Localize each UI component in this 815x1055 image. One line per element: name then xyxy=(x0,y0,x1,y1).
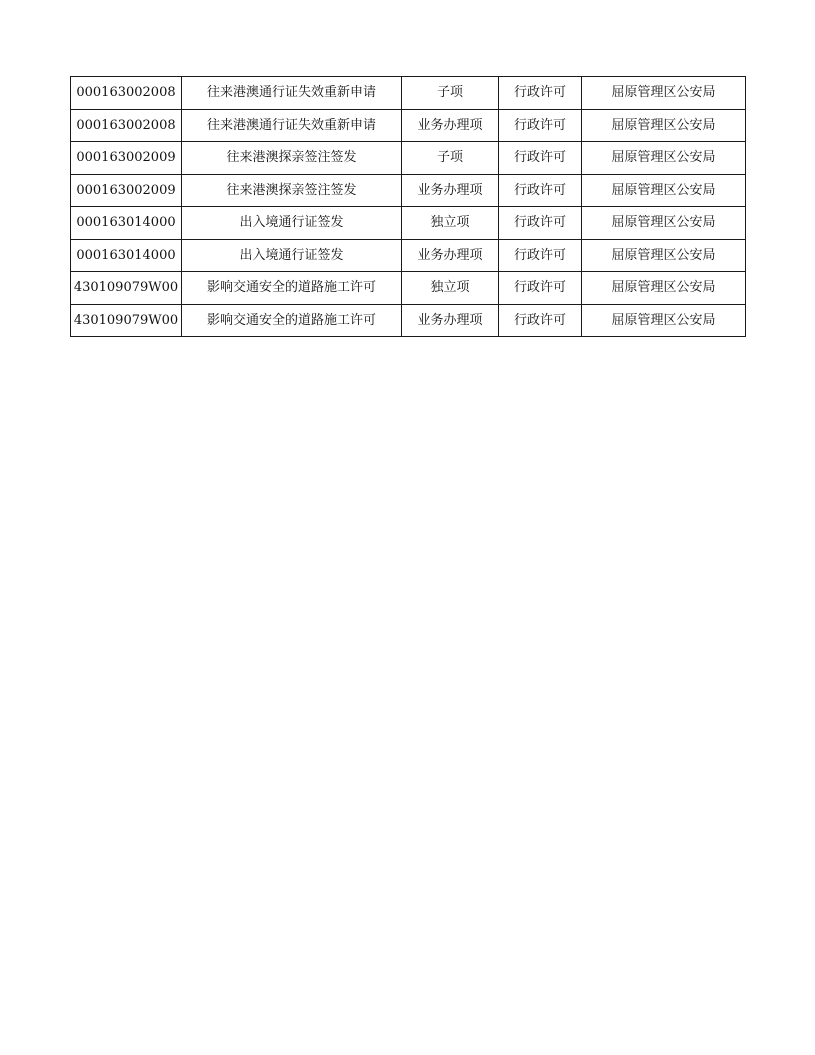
item-code-cell: 000163014000 xyxy=(71,207,182,240)
item-kind-cell: 独立项 xyxy=(402,207,499,240)
item-category-cell: 行政许可 xyxy=(499,239,582,272)
item-name-cell: 往来港澳探亲签注签发 xyxy=(182,174,402,207)
item-category-cell: 行政许可 xyxy=(499,207,582,240)
item-code-cell: 000163002009 xyxy=(71,142,182,175)
table-row xyxy=(71,174,746,207)
item-name-cell: 出入境通行证签发 xyxy=(182,207,402,240)
table-row xyxy=(71,272,746,305)
item-category-cell: 行政许可 xyxy=(499,272,582,305)
table-row xyxy=(71,304,746,337)
item-org-cell: 屈原管理区公安局 xyxy=(582,109,746,142)
item-org-cell: 屈原管理区公安局 xyxy=(582,304,746,337)
item-category-cell: 行政许可 xyxy=(499,304,582,337)
item-name-cell: 往来港澳通行证失效重新申请 xyxy=(182,109,402,142)
table-row xyxy=(71,77,746,110)
item-name-cell: 出入境通行证签发 xyxy=(182,239,402,272)
item-code-cell: 430109079W00 xyxy=(71,304,182,337)
item-category-cell: 行政许可 xyxy=(499,142,582,175)
item-code-cell: 430109079W00 xyxy=(71,272,182,305)
item-kind-cell: 业务办理项 xyxy=(402,239,499,272)
item-category-cell: 行政许可 xyxy=(499,109,582,142)
item-kind-cell: 业务办理项 xyxy=(402,174,499,207)
item-org-cell: 屈原管理区公安局 xyxy=(582,174,746,207)
item-code-cell: 000163002008 xyxy=(71,77,182,110)
item-name-cell: 影响交通安全的道路施工许可 xyxy=(182,272,402,305)
item-name-cell: 影响交通安全的道路施工许可 xyxy=(182,304,402,337)
item-name-cell: 往来港澳探亲签注签发 xyxy=(182,142,402,175)
item-category-cell: 行政许可 xyxy=(499,77,582,110)
item-kind-cell: 业务办理项 xyxy=(402,109,499,142)
table-row xyxy=(71,142,746,175)
item-kind-cell: 子项 xyxy=(402,142,499,175)
item-code-cell: 000163014000 xyxy=(71,239,182,272)
items-table xyxy=(70,76,746,337)
item-kind-cell: 业务办理项 xyxy=(402,304,499,337)
table-row xyxy=(71,109,746,142)
item-kind-cell: 子项 xyxy=(402,77,499,110)
item-code-cell: 000163002009 xyxy=(71,174,182,207)
item-org-cell: 屈原管理区公安局 xyxy=(582,207,746,240)
table-row xyxy=(71,239,746,272)
item-code-cell: 000163002008 xyxy=(71,109,182,142)
item-org-cell: 屈原管理区公安局 xyxy=(582,272,746,305)
item-org-cell: 屈原管理区公安局 xyxy=(582,239,746,272)
table-row xyxy=(71,207,746,240)
item-name-cell: 往来港澳通行证失效重新申请 xyxy=(182,77,402,110)
item-category-cell: 行政许可 xyxy=(499,174,582,207)
item-org-cell: 屈原管理区公安局 xyxy=(582,142,746,175)
item-kind-cell: 独立项 xyxy=(402,272,499,305)
item-org-cell: 屈原管理区公安局 xyxy=(582,77,746,110)
